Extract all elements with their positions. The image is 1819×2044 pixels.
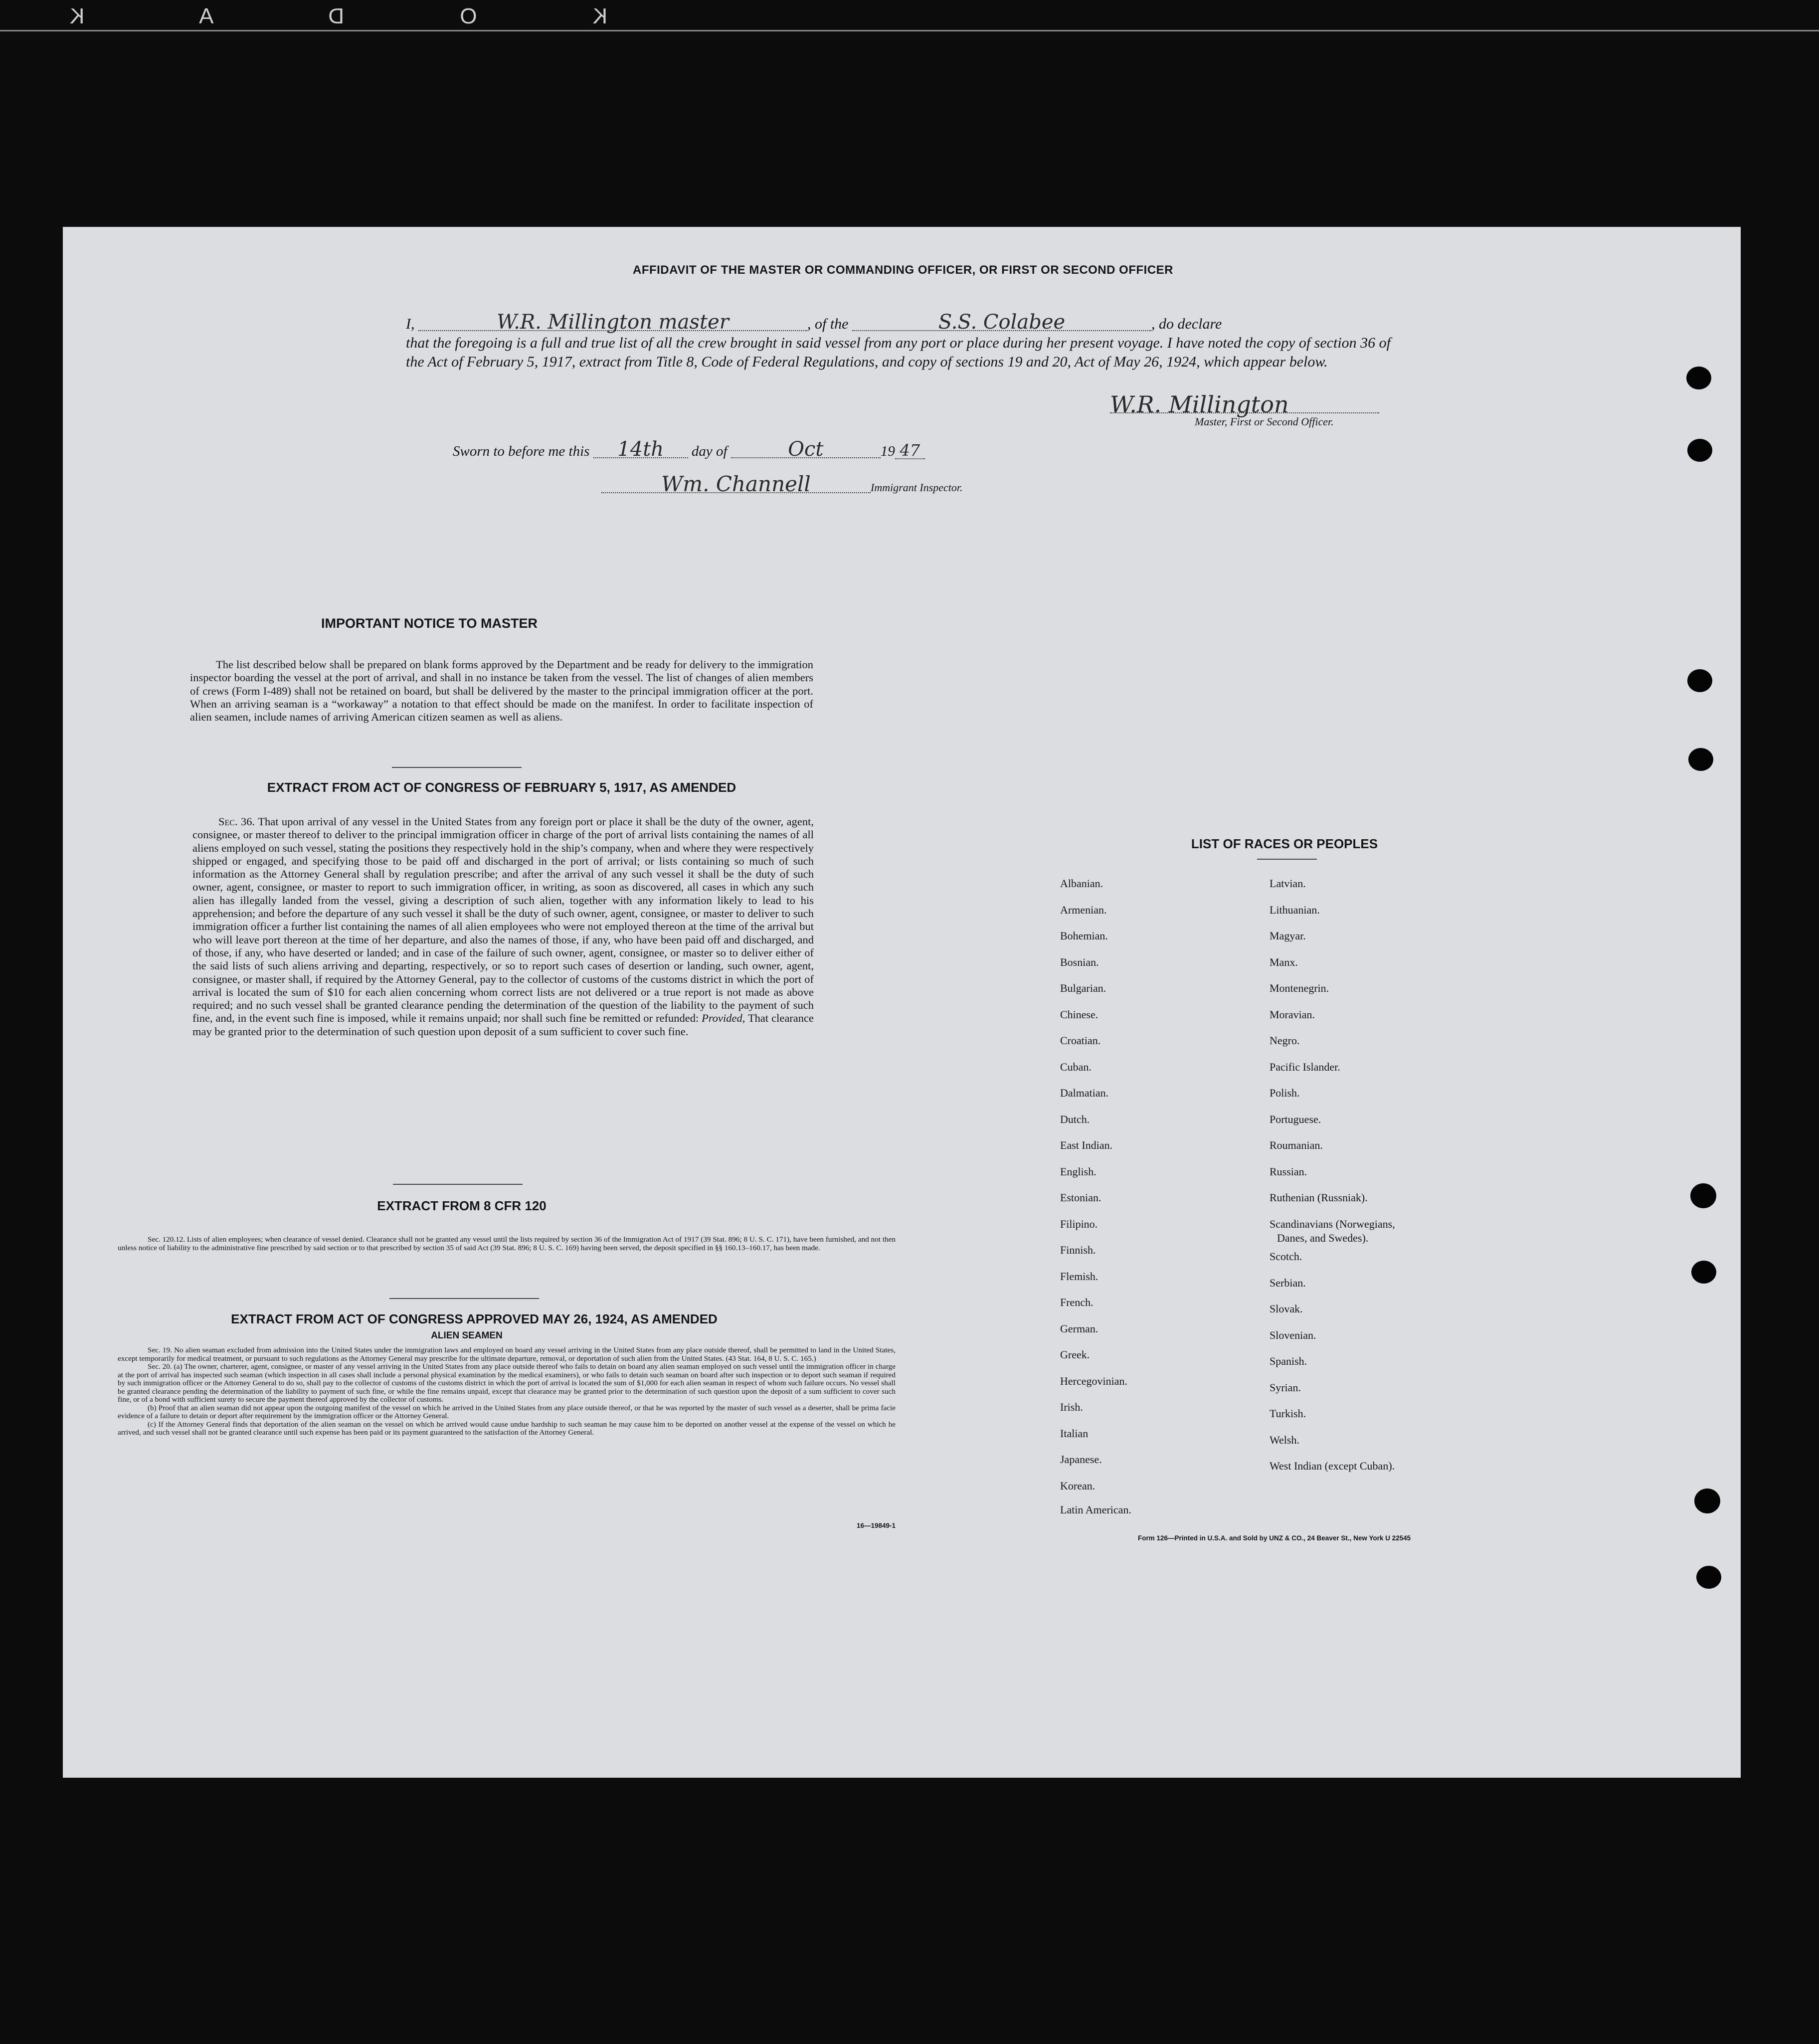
affidavit-heading: AFFIDAVIT OF THE MASTER OR COMMANDING OFFICER, OR FIRST OR SECOND OFFICER [632,263,1174,277]
extract-cfr-heading: EXTRACT FROM 8 CFR 120 [377,1198,546,1213]
race-item: Dutch. [1060,1113,1090,1125]
race-item: Ruthenian (Russniak). [1270,1191,1368,1204]
punch-hole [1696,1566,1721,1589]
race-item: Hercegovinian. [1060,1374,1127,1387]
race-item: Chinese. [1060,1008,1098,1021]
race-item: Slovak. [1270,1302,1303,1315]
race-item: Pacific Islander. [1270,1060,1340,1073]
race-item: Welsh. [1270,1433,1299,1446]
declaration-body: that the foregoing is a full and true list of all the crew brought in said vessel from any port or place during her present voyage. I have noted the copy of section 36 of the Act of February 5, 1917, extract from Title 8, Code of Federal Regulations, and copy of sections 19 and 20, Act of May 26, 1924, which appear below. [406,335,1391,370]
race-item: Bulgarian. [1060,982,1106,994]
divider [392,767,522,768]
race-item: Montenegrin. [1270,982,1329,994]
sec-20-b: (b) Proof that an alien seaman did not appear upon the outgoing manifest of the vessel on which he arrived in the United States from any place outside thereof, or that he was reported by the master of such vessel as a deserter, shall be prima facie evidence of a failure to detain or deport after requirement by the immigration officer or the Attorney General. [118,1403,896,1420]
section-text: That upon arrival of any vessel in the United States from any foreign port or place it shall be the duty of the owner, agent, consignee, or master thereof to deliver to the principal immigration officer in charge of the port of arrival lists containing the names of all aliens employed on such vessel, stating the positions they respectively hold in the ship’s company, when and where they were respectively shipped or engaged, and specifying those to be paid off and discharged in the port of arrival; or lists containing so much of such information as the Attorney General shall by regulation prescribe; and after the arrival of any such vessel it shall be the duty of such owner, agent, consignee, or master to report to such immigration officer, in writing, as soon as discovered, all cases in which any such alien has illegally landed from the vessel, giving a description of such alien, together with any information likely to lead to his apprehension; and before the departure of any such vessel it shall be the duty of such owner, agent, consignee, or master to deliver to such immigration officer a further list containing the names of all alien employees who were not employed thereon at the time of the arrival but who will leave port thereon at the time of her departure, and also the names of those, if any, who have been paid off and discharged, and of those, if any, who have deserted or landed; and in case of the failure of such owner, agent, consignee, or master so to deliver either of the said lists of such aliens arriving and departing, respectively, or so to report such cases of desertion or landing, such owner, agent, consignee, or master shall, if required by the Attorney General, pay to the collector of customs of the customs district in which the port of arrival is located the sum of $10 for each alien concerning whom correct lists are not delivered or a true report is not made as above required; and no such vessel shall be granted clearance pending the determination of the question of the liability to the payment of such fine, and, in the event such fine is imposed, while it remains unpaid; nor shall such fine be remitted or refunded: [192,815,814,1025]
inspector-signature[interactable]: Wm. Channell [601,476,871,493]
sec-20-a: Sec. 20. (a) The owner, charterer, agent, consignee, or master of any vessel arriving in the United States from any place outside thereof who fails to detain on board any alien seaman employed on such vessel until the immigration officer in charge at the port of arrival has inspected such seaman (which inspection in all cases shall include a personal physical examination by the medical examiners), or who fails to detain such seaman on board after such inspection or to deport such seaman if required by such immigration officer or the Attorney General to do so, shall pay to the collector of customs of the customs district in which the port of arrival is located the sum of $1,000 for each alien seaman in respect of whom such failure occurs. No vessel shall be granted clearance pending the determination of the liability to payment of such fine, or while the fine remains unpaid, except that clearance may be granted prior to the determination of such question upon the deposit of a sum sufficient to cover such fine, or of a bond with sufficient surety to secure the payment thereof approved by the collector of customs. [118,1362,896,1404]
race-item: Irish. [1060,1401,1083,1413]
race-item: Dalmatian. [1060,1087,1109,1099]
punch-hole [1687,439,1712,462]
race-item: Flemish. [1060,1270,1098,1283]
master-name-field[interactable]: W.R. Millington master [418,314,807,331]
document-sheet [63,227,1741,1778]
race-item: West Indian (except Cuban). [1270,1460,1395,1472]
master-signature-block [1035,391,1414,428]
inspector-signature-block [601,472,1100,496]
divider [1257,859,1317,860]
race-item: Syrian. [1270,1381,1301,1394]
race-item: Turkish. [1270,1407,1306,1420]
race-item: Latin American. [1060,1503,1131,1516]
punch-hole [1690,1183,1716,1208]
race-item: Danes, and Swedes). [1277,1231,1369,1244]
race-item: Polish. [1270,1087,1300,1099]
race-item: Filipino. [1060,1217,1098,1230]
section-label: Sec. 36. [218,815,255,828]
sec-20-c: (c) If the Attorney General finds that deportation of the alien seaman on the vessel on which he arrived would cause undue hardship to such seaman he may cause him to be deported on another vessel at the expense of the vessel on which he arrived, and such vessel shall not be granted clearance until such expense has been paid or its payment guaranteed to the satisfaction of the Attorney General. [118,1420,896,1437]
extract-1924-subheading: ALIEN SEAMEN [431,1330,503,1341]
punch-hole [1687,669,1712,692]
form-footer: Form 126—Printed in U.S.A. and Sold by UNZ & CO., 24 Beaver St., New York U 22545 [1138,1534,1411,1542]
extract-1917-body [192,815,814,1038]
film-edge [0,0,1819,31]
intro-prefix: I, [406,316,415,332]
do-declare-label: , do declare [1151,316,1222,332]
vessel-name-field[interactable]: S.S. Colabee [852,314,1151,331]
race-item: Korean. [1060,1479,1095,1492]
race-item: Scandinavians (Norwegians, [1270,1217,1395,1230]
declaration [406,311,1398,372]
inspector-caption: Immigrant Inspector. [871,481,963,494]
race-item: Moravian. [1270,1008,1315,1021]
race-item: Bohemian. [1060,929,1108,942]
sec-19: Sec. 19. No alien seaman excluded from admission into the United States under the immigration laws and employed on board any vessel arriving in the United States from any place outside thereof, shall be permitted to land in the United States, except temporarily for medical treatment, or pursuant to such regulations as the Attorney General may prescribe for the ultimate departure, removal, or deportation of such alien from the United States. (43 Stat. 164, 8 U. S. C. 165.) [118,1346,896,1363]
print-code: 16—19849-1 [856,1522,896,1529]
race-item: Croatian. [1060,1034,1101,1047]
race-item: Latvian. [1270,877,1306,890]
extract-1924-heading: EXTRACT FROM ACT OF CONGRESS APPROVED MAY 26, 1924, AS AMENDED [231,1311,718,1326]
race-item: Manx. [1270,955,1298,968]
race-item: Finnish. [1060,1244,1096,1256]
notice-body: The list described below shall be prepared on blank forms approved by the Department and be ready for delivery to the immigration inspector boarding the vessel at the port of arrival, and shall in no instance be taken from the vessel. The list of changes of alien members of crews (Form I-489) shall not be retained on board, but shall be delivered by the master to the principal immigration officer at the port. When an arriving seaman is a “workaway” a notation to that effect should be made on the manifest. In order to facilitate inspection of alien seamen, include names of arriving American citizen seamen as well as aliens. [190,658,813,724]
race-item: Russian. [1270,1165,1307,1178]
race-item: French. [1060,1296,1093,1308]
proviso-label: Provided, [702,1012,745,1025]
film-edge-label: K O D A K [15,4,608,28]
race-item: East Indian. [1060,1139,1113,1151]
master-signature[interactable]: W.R. Millington [1110,396,1379,413]
year-prefix: 19 [880,443,895,459]
race-item: Negro. [1270,1034,1300,1047]
day-field[interactable]: 14th [593,441,688,458]
proviso-text: That clearance may be granted prior to the determination of such question upon deposit of a sum sufficient to cover such fine. [192,1012,814,1038]
race-item: Greek. [1060,1348,1090,1361]
races-heading: LIST OF RACES OR PEOPLES [1191,836,1378,851]
race-item: Lithuanian. [1270,903,1320,916]
race-item: Italian [1060,1427,1089,1440]
race-item: Scotch. [1270,1250,1302,1263]
year-field[interactable]: 47 [895,442,925,459]
extract-cfr-body: Sec. 120.12. Lists of alien employees; when clearance of vessel denied. Clearance shall not be granted any vessel until the lists required by section 36 of the Immigration Act of 1917 (39 Stat. 896; 8 U. S. C. 171), have been furnished, and not then unless notice of liability to the administrative fine prescribed by said section or to that prescribed by section 35 of said Act (39 Stat. 896; 8 U. S. C. 169) having been served, the deposit specified in §§ 160.13–160.17, has been made. [118,1235,896,1252]
race-item: Serbian. [1270,1276,1306,1289]
punch-hole [1691,1261,1716,1284]
extract-1924-body [118,1346,896,1437]
race-item: Japanese. [1060,1453,1102,1466]
master-caption: Master, First or Second Officer. [1195,415,1334,428]
of-the-label: , of the [807,316,849,332]
race-item: Portuguese. [1270,1113,1321,1125]
sworn-line [453,438,1201,461]
notice-heading: IMPORTANT NOTICE TO MASTER [321,616,538,631]
divider [389,1298,539,1299]
race-item: Estonian. [1060,1191,1101,1204]
extract-1917-heading: EXTRACT FROM ACT OF CONGRESS OF FEBRUARY 5, 1917, AS AMENDED [267,780,736,795]
month-field[interactable]: Oct [731,441,881,458]
race-item: English. [1060,1165,1096,1178]
punch-hole [1686,367,1711,389]
race-item: Slovenian. [1270,1328,1316,1341]
race-item: Roumanian. [1270,1139,1323,1151]
race-item: Albanian. [1060,877,1103,890]
divider [393,1184,523,1185]
race-item: Armenian. [1060,903,1107,916]
race-item: Spanish. [1270,1355,1307,1367]
race-item: Cuban. [1060,1060,1091,1073]
race-item: German. [1060,1322,1098,1335]
race-item: Bosnian. [1060,955,1099,968]
day-of-label: day of [691,443,728,459]
sworn-prefix: Sworn to before me this [453,443,590,459]
punch-hole [1694,1488,1720,1513]
punch-hole [1688,748,1713,771]
race-item: Magyar. [1270,929,1306,942]
